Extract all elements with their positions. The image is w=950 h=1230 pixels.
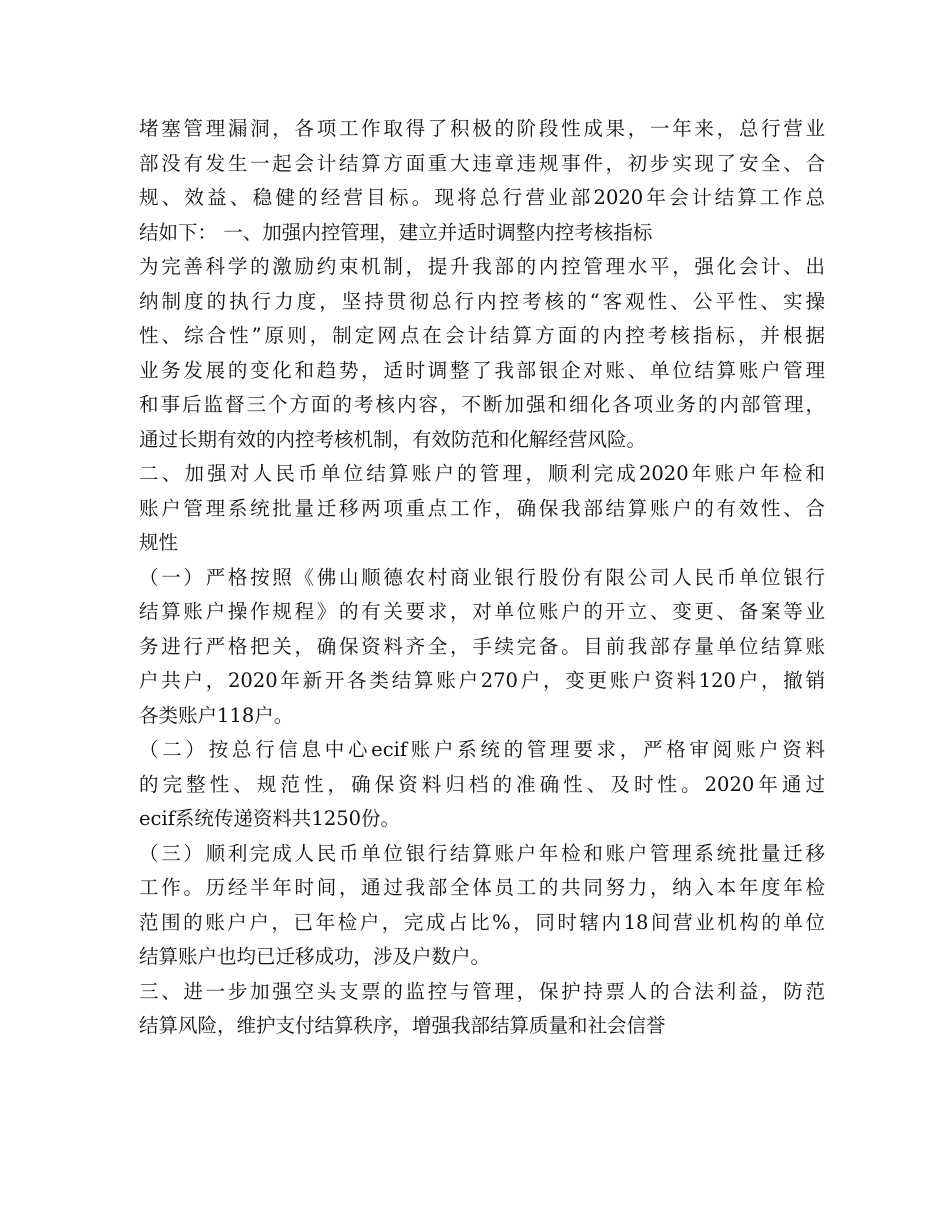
- text-line: 各类账户118户。: [139, 703, 294, 727]
- text-line: 规、效益、稳健的经营目标。现将总行营业部2020年会计结算工作总: [139, 186, 825, 209]
- document-body: [139, 112, 825, 1044]
- text-line: （一）严格按照《佛山顺德农村商业银行股份有限公司人民币单位银行: [139, 565, 825, 589]
- text-line: 规性: [139, 531, 179, 554]
- text-line: 纳制度的执行力度，坚持贯彻总行内控考核的“客观性、公平性、实操: [139, 289, 825, 313]
- text-line: 的完整性、规范性，确保资料归档的准确性、及时性。2020年通过: [139, 772, 825, 796]
- text-line: 结算风险，维护支付结算秩序，增强我部结算质量和社会信誉: [139, 1014, 666, 1037]
- text-line: 业务发展的变化和趋势，适时调整了我部银企对账、单位结算账户管理: [139, 358, 825, 382]
- text-line: 为完善科学的激励约束机制，提升我部的内控管理水平，强化会计、出: [139, 255, 825, 278]
- text-line: 三、进一步加强空头支票的监控与管理，保护持票人的合法利益，防范: [139, 979, 825, 1003]
- text-line: 结算账户也均已迁移成功，涉及户数户。: [139, 945, 491, 968]
- text-line: 结如下： 一、加强内控管理，建立并适时调整内控考核指标: [139, 220, 653, 244]
- text-line: 通过长期有效的内控考核机制，有效防范和化解经营风险。: [139, 427, 647, 451]
- text-line: 账户管理系统批量迁移两项重点工作，确保我部结算账户的有效性、合: [139, 496, 825, 520]
- text-line: （二）按总行信息中心ecif账户系统的管理要求，严格审阅账户资料: [139, 738, 825, 761]
- text-line: 堵塞管理漏洞，各项工作取得了积极的阶段性成果，一年来，总行营业: [139, 117, 825, 140]
- text-line: 和事后监督三个方面的考核内容，不断加强和细化各项业务的内部管理，: [139, 393, 825, 416]
- text-line: 性、综合性”原则，制定网点在会计结算方面的内控考核指标，并根据: [139, 324, 825, 347]
- text-line: 范围的账户户，已年检户，完成占比%，同时辖内18间营业机构的单位: [139, 910, 825, 934]
- text-line: 结算账户操作规程》的有关要求，对单位账户的开立、变更、备案等业: [139, 600, 825, 623]
- text-line: ecif系统传递资料共1250份。: [139, 807, 401, 830]
- text-line: 工作。历经半年时间，通过我部全体员工的共同努力，纳入本年度年检: [139, 876, 825, 899]
- text-line: 户共户，2020年新开各类结算账户270户，变更账户资料120户，撤销: [139, 669, 825, 692]
- text-line: （三）顺利完成人民币单位银行结算账户年检和账户管理系统批量迁移: [139, 841, 825, 865]
- text-line: 部没有发生一起会计结算方面重大违章违规事件，初步实现了安全、合: [139, 151, 825, 175]
- text-line: 务进行严格把关，确保资料齐全，手续完备。目前我部存量单位结算账: [139, 634, 825, 658]
- text-line: 二、加强对人民币单位结算账户的管理，顺利完成2020年账户年检和: [139, 462, 825, 485]
